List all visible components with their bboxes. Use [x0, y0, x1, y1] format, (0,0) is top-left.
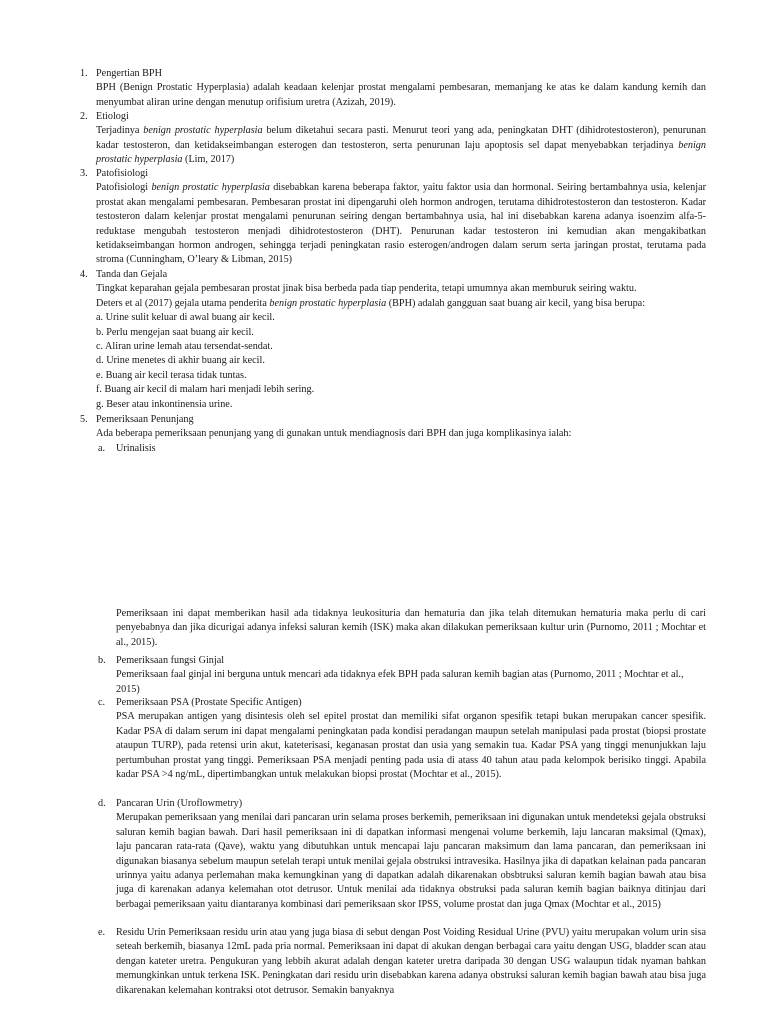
section-title: Pemeriksaan Penunjang	[96, 414, 194, 425]
subsection-residu-urin	[98, 926, 706, 998]
subsection-number: a.	[98, 443, 106, 454]
subsection-title: Pemeriksaan PSA (Prostate Specific Antigen)	[116, 697, 302, 708]
section-body: Patofisiologi benign prostatic hyperplasia disebabkan karena beberapa faktor, yaitu faktor usia dan hormonal. Seiring bertambahnya usia, kelenjar prostat akan mengalami pembesaran. Pembesaran prostat ini dipengaruhi oleh hormon androgen, terutama dihidrotestosteron dan testosteron. Kadar testosteron dalam kelenjar prostat mengalami penurunan seiring dengan bertambahnya usia, hal ini disebabkan karena adanya isoenzim alfa-5-reduktase mengubah testosteron menjadi dihidrotestosteron (DHT). Penurunan kadar testosteron ini kemudian akan mengakibatkan ketidakseimbangan hormon androgen, sehingga terjadi peningkatan rasio esterogen/androgen dalam serum serta jaringan prostat, terutama pada stroma (Cunningham, O’leary & Libman, 2015)	[96, 182, 706, 266]
subsection-uroflowmetry	[98, 797, 706, 912]
subsection-title: Pancaran Urin (Uroflowmetry)	[116, 798, 243, 809]
section-pengertian	[80, 67, 706, 110]
section-intro: Deters et al (2017) gejala utama penderita benign prostatic hyperplasia (BPH) adalah gangguan saat buang air kecil, yang bisa berupa:	[96, 297, 646, 309]
section-intro: Ada beberapa pemeriksaan penunjang yang di gunakan untuk mendiagnosis dari BPH dan juga komplikasinya ialah:	[96, 428, 572, 440]
list-item: g. Beser atau inkontinensia urine.	[96, 398, 233, 410]
list-item: f. Buang air kecil di malam hari menjadi lebih sering.	[96, 384, 315, 396]
subsection-title: Pemeriksaan fungsi Ginjal	[116, 655, 225, 666]
subsection-body: Pemeriksaan ini dapat memberikan hasil ada tidaknya leukosituria dan hematuria dan jika telah ditemukan hematuria maka perlu di cari penyebabnya dan jika dicurigai adanya infeksi saluran kemih (ISK) maka akan dilakukan pemeriksaan kultur urin (Purnomo, 2011 ; Mochtar et al., 2015).	[116, 608, 706, 648]
section-title: Etiologi	[96, 111, 129, 122]
section-tanda-gejala	[80, 268, 706, 412]
subsection-number: e.	[98, 927, 106, 938]
subsection-title: Urinalisis	[116, 443, 156, 454]
subsection-number: b.	[98, 655, 106, 666]
section-body: BPH (Benign Prostatic Hyperplasia) adalah keadaan kelenjar prostat mengalami pembesaran, memanjang ke atas ke dalam kandung kemih dan menyumbat aliran urine dengan menutup orifisium uretra (Azizah, 2019).	[96, 82, 706, 108]
subsection-body: Residu Urin Pemeriksaan residu urin atau yang juga biasa di sebut dengan Post Voiding Residual Urine (PVU) yaitu merupakan volum urin sisa seteah berkemih, biasanya 12mL pada pria normal. Pemeriksaan ini dapat di akukan dengan berbagai cara yaitu dengan USG, bladder scan atau dengan kateter uretra. Pengukuran yang lebbih akurat adalah dengan kateter uretra daripada 30 dengan USG walaupun tidak nyaman bahkan memungkinkan untuk terkena ISK. Peningkatan dari residu urin disebabkan karena adanya obstruksi saluran kemih bagian bawah atau bisa juga dikarenakan kelemahan kontraksi otot detrusor. Semakin banyaknya	[116, 927, 706, 996]
section-etiologi	[80, 110, 706, 168]
subsection-urinalisis-title	[98, 442, 706, 456]
subsection-body: Merupakan pemeriksaan yang menilai dari pancaran urin selama proses berkemih, pemeriksaan ini digunakan untuk mendeteksi gejala obstruksi saluran kemih bagian bawah. Dari hasil pemeriksaan ini di dapatkan informasi mengenai volume berkemih, laju lancaran maksimal (Qmax), laju pancaran rata-rata (Qave), waktu yang dibutuhkan untuk mencapai laju pancaran maksimum dan lama pancaran, dan pemeriksaan ini digunakan biasanya sebelum maupun setelah terapi untuk menilai gejala obstruksi intravesika. Hasilnya jika di dapatkan kelainan pada pancaran urinnya yaitu adanya perlemahan maka kemungkinan yang di dapatkan adalah dikarenakan obsbtruksi saluran kemih bagian bawah atau bisa juga di karenakan adanya kelemahan otot detrusor. Untuk menilai ada tidaknya obstruksi pada saluran kemih bagian baiknya ditinjau dari berbagai pemeriksaan yaitu diantaranya kombinasi dari pemeriksaan skor IPSS, volume prostat dan juga Qmax (Mochtar et al., 2015)	[116, 812, 706, 910]
subsection-psa	[98, 696, 706, 782]
subsection-body: Pemeriksaan faal ginjal ini berguna untuk mencari ada tidaknya efek BPH pada saluran kemih bagian atas (Purnomo, 2011 ; Mochtar et al., 2015)	[116, 669, 684, 695]
subsection-urinalisis-body	[116, 607, 706, 650]
section-number: 1.	[80, 68, 88, 79]
section-title: Patofisiologi	[96, 168, 149, 179]
list-item: e. Buang air kecil terasa tidak tuntas.	[96, 369, 247, 381]
section-patofisiologi	[80, 167, 706, 268]
section-number: 2.	[80, 111, 88, 122]
subsection-body: PSA merupakan antigen yang disintesis oleh sel epitel prostat dan memiliki sifat organon spesifik tetapi bukan merupakan cancer spesifik. Kadar PSA di dalam serum ini dapat mengalami peningkatan pada kondisi peradangan maupun setelah manipulasi pada prostat (biopsi prostate ataupun TURP), pada retensi urin akut, kateterisasi, keganasan prostat dan usia yang semakin tua. Kadar PSA yang tinggi menunjukkan laju pertumbuhan prostat yang tinggi. Pemeriksaan PSA menjadi penting pada usia di atass 40 tahun atau pada kelompok berisiko tinggi. Apabila kadar PSA >4 ng/mL, dipertimbangkan untuk melakukan biopsi prostat (Mochtar et al., 2015).	[116, 711, 706, 781]
subsection-fungsi-ginjal	[98, 654, 706, 697]
section-body: Terjadinya benign prostatic hyperplasia belum diketahui secara pasti. Menurut teori yang ada, peningkatan DHT (dihidrotestosteron), penurunan kadar testosteron, dan ketidakseimbangan esterogen dan testosteron, serta penurunan laju apoptosis sel dapat menyebabkan terjadinya benign prostatic hyperplasia (Lim, 2017)	[96, 125, 706, 166]
list-item: b. Perlu mengejan saat buang air kecil.	[96, 326, 254, 338]
section-title: Tanda dan Gejala	[96, 269, 168, 280]
list-item: a. Urine sulit keluar di awal buang air kecil.	[96, 312, 275, 324]
list-item: c. Aliran urine lemah atau tersendat-sendat.	[96, 341, 273, 353]
section-number: 4.	[80, 269, 88, 280]
section-title: Pengertian BPH	[96, 68, 162, 79]
list-item: d. Urine menetes di akhir buang air kecil.	[96, 355, 265, 367]
section-pemeriksaan-penunjang	[80, 413, 706, 442]
section-number: 5.	[80, 414, 88, 425]
subsection-number: d.	[98, 798, 106, 809]
section-intro: Tingkat keparahan gejala pembesaran prostat jinak bisa berbeda pada tiap penderita, tetapi umumnya akan memburuk seiring waktu.	[96, 283, 637, 295]
section-number: 3.	[80, 168, 88, 179]
subsection-number: c.	[98, 697, 106, 708]
